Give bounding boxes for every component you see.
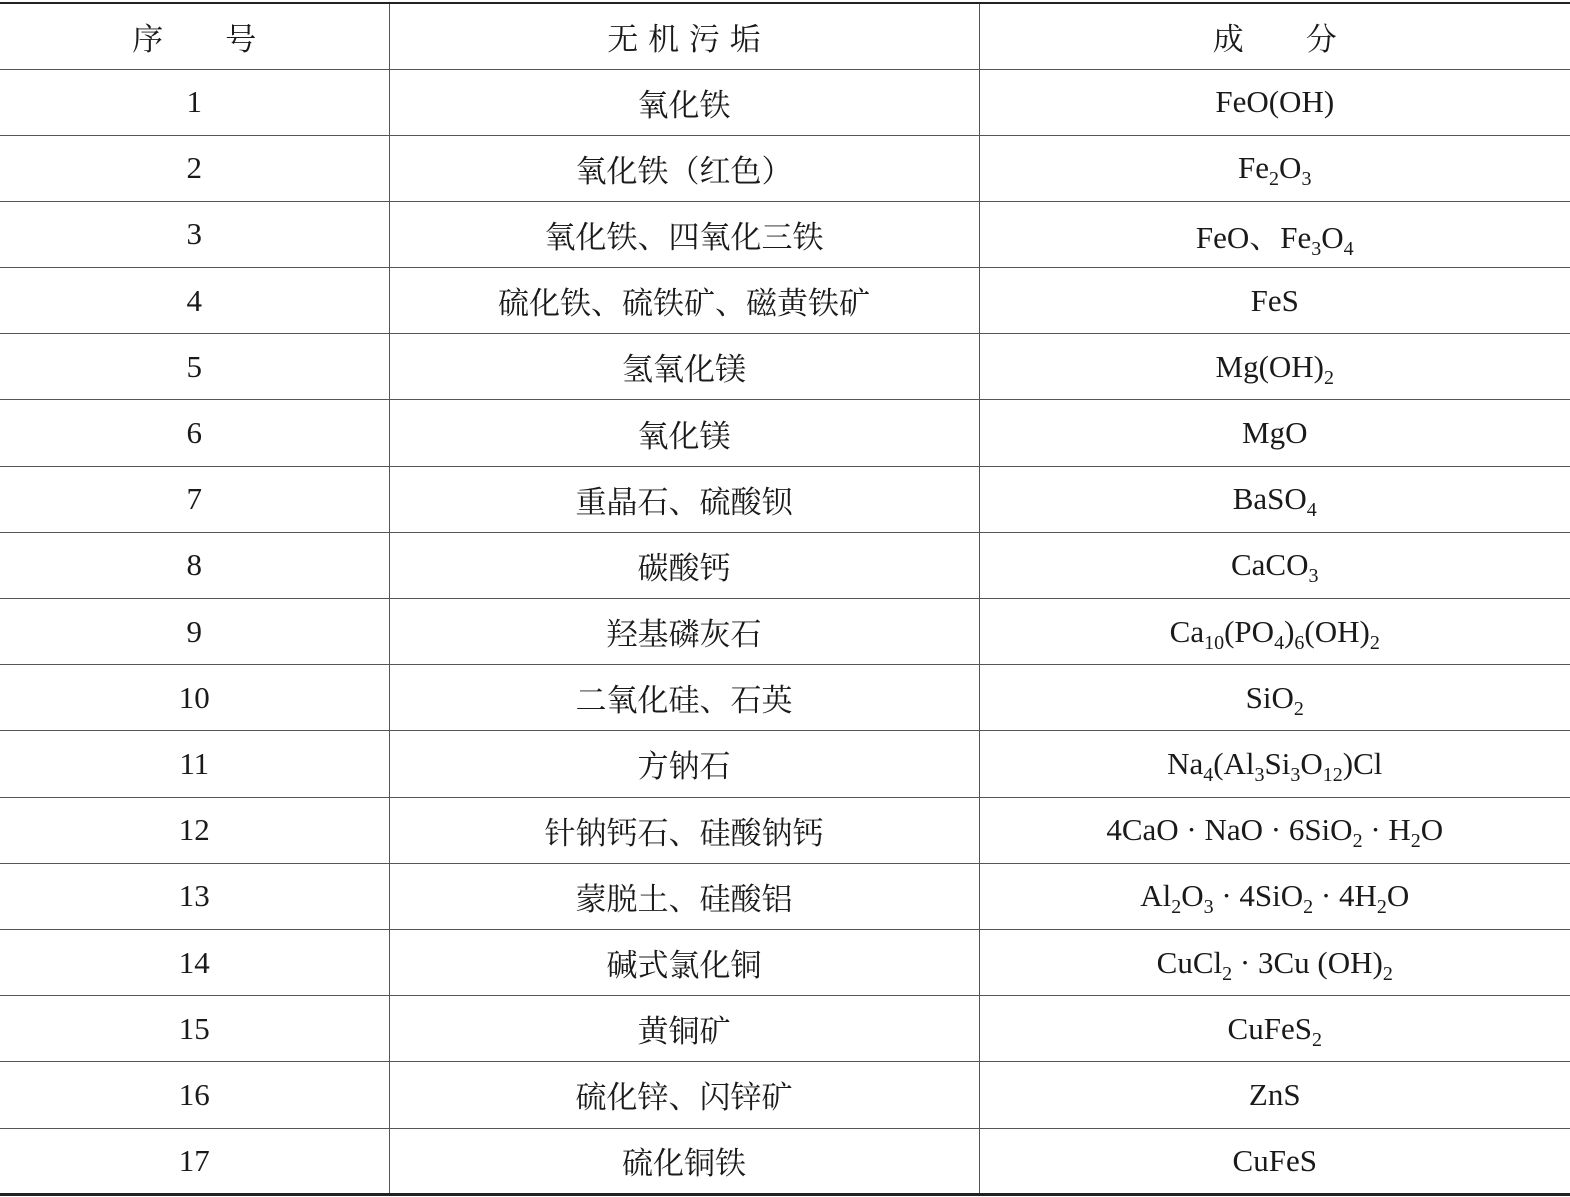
table-row xyxy=(0,996,1570,1062)
composition-formula-cell: BaSO$_4$ xyxy=(979,466,1570,532)
table-row xyxy=(0,929,1570,995)
table-row xyxy=(0,268,1570,334)
serial-number-cell: 13 xyxy=(0,863,389,929)
scale-name-cell: 蒙脱土、硅酸铝 xyxy=(389,863,979,929)
serial-number-cell: 6 xyxy=(0,400,389,466)
scale-name-cell: 氧化铁 xyxy=(389,69,979,135)
table-row xyxy=(0,532,1570,598)
serial-number-cell: 7 xyxy=(0,466,389,532)
scale-name-cell: 羟基磷灰石 xyxy=(389,599,979,665)
table-row xyxy=(0,400,1570,466)
composition-formula-cell: CuFeS xyxy=(979,1128,1570,1194)
composition-formula-cell: ZnS xyxy=(979,1062,1570,1128)
serial-number-cell: 16 xyxy=(0,1062,389,1128)
table-body xyxy=(0,69,1570,1194)
composition-formula-cell: FeS xyxy=(979,268,1570,334)
composition-formula-cell: MgO xyxy=(979,400,1570,466)
serial-number-cell: 2 xyxy=(0,135,389,201)
header-serial-number: 序 号 xyxy=(0,3,389,69)
composition-formula-cell: $Na_4(Al_3Si_3O_{12})Cl$ xyxy=(979,731,1570,797)
scale-name-cell: 硫化铜铁 xyxy=(389,1128,979,1194)
scale-name-cell: 碱式氯化铜 xyxy=(389,929,979,995)
serial-number-cell: 12 xyxy=(0,797,389,863)
table-row xyxy=(0,1062,1570,1128)
table-row xyxy=(0,797,1570,863)
serial-number-cell: 11 xyxy=(0,731,389,797)
composition-formula-cell: $Mg(OH)_2$ xyxy=(979,334,1570,400)
serial-number-cell: 4 xyxy=(0,268,389,334)
serial-number-cell: 17 xyxy=(0,1128,389,1194)
serial-number-cell: 15 xyxy=(0,996,389,1062)
composition-formula-cell: FeO(OH) xyxy=(979,69,1570,135)
table-row xyxy=(0,863,1570,929)
scale-name-cell: 氢氧化镁 xyxy=(389,334,979,400)
serial-number-cell: 5 xyxy=(0,334,389,400)
serial-number-cell: 3 xyxy=(0,201,389,267)
scale-name-cell: 氧化铁（红色） xyxy=(389,135,979,201)
scale-name-cell: 方钠石 xyxy=(389,731,979,797)
composition-formula-cell: SiO$_2$ xyxy=(979,665,1570,731)
table-row xyxy=(0,1128,1570,1194)
composition-formula-cell: $Ca_{10}(PO_4)_6(OH)_2$ xyxy=(979,599,1570,665)
composition-formula-cell: CaCO$_3$ xyxy=(979,532,1570,598)
header-row xyxy=(0,3,1570,69)
serial-number-cell: 9 xyxy=(0,599,389,665)
serial-number-cell: 8 xyxy=(0,532,389,598)
table-row xyxy=(0,466,1570,532)
scale-name-cell: 黄铜矿 xyxy=(389,996,979,1062)
scale-name-cell: 二氧化硅、石英 xyxy=(389,665,979,731)
table-row xyxy=(0,201,1570,267)
header-inorganic-scale: 无 机 污 垢 xyxy=(389,3,979,69)
composition-formula-cell: 4CaO · NaO · $6SiO_2 \cdot H_2O$ xyxy=(979,797,1570,863)
header-composition: 成 分 xyxy=(979,3,1570,69)
scale-name-cell: 硫化铁、硫铁矿、磁黄铁矿 xyxy=(389,268,979,334)
table-row xyxy=(0,665,1570,731)
table-row xyxy=(0,731,1570,797)
scale-name-cell: 氧化镁 xyxy=(389,400,979,466)
serial-number-cell: 10 xyxy=(0,665,389,731)
serial-number-cell: 14 xyxy=(0,929,389,995)
composition-formula-cell: CuCl$_2$ · 3Cu $(OH)_2$ xyxy=(979,929,1570,995)
table-row xyxy=(0,599,1570,665)
table-row xyxy=(0,69,1570,135)
table-row xyxy=(0,135,1570,201)
scale-name-cell: 针钠钙石、硅酸钠钙 xyxy=(389,797,979,863)
composition-formula-cell: CuFeS$_2$ xyxy=(979,996,1570,1062)
composition-formula-cell: FeO、$Fe_3O_4$ xyxy=(979,201,1570,267)
serial-number-cell: 1 xyxy=(0,69,389,135)
scale-name-cell: 氧化铁、四氧化三铁 xyxy=(389,201,979,267)
composition-formula-cell: $Fe_2O_3$ xyxy=(979,135,1570,201)
table-header xyxy=(0,3,1570,69)
scale-name-cell: 重晶石、硫酸钡 xyxy=(389,466,979,532)
composition-formula-cell: $Al_2O_3 \cdot 4SiO_2 \cdot 4H_2O$ xyxy=(979,863,1570,929)
scale-name-cell: 硫化锌、闪锌矿 xyxy=(389,1062,979,1128)
scale-name-cell: 碳酸钙 xyxy=(389,532,979,598)
inorganic-scale-table xyxy=(0,2,1570,1196)
table-row xyxy=(0,334,1570,400)
